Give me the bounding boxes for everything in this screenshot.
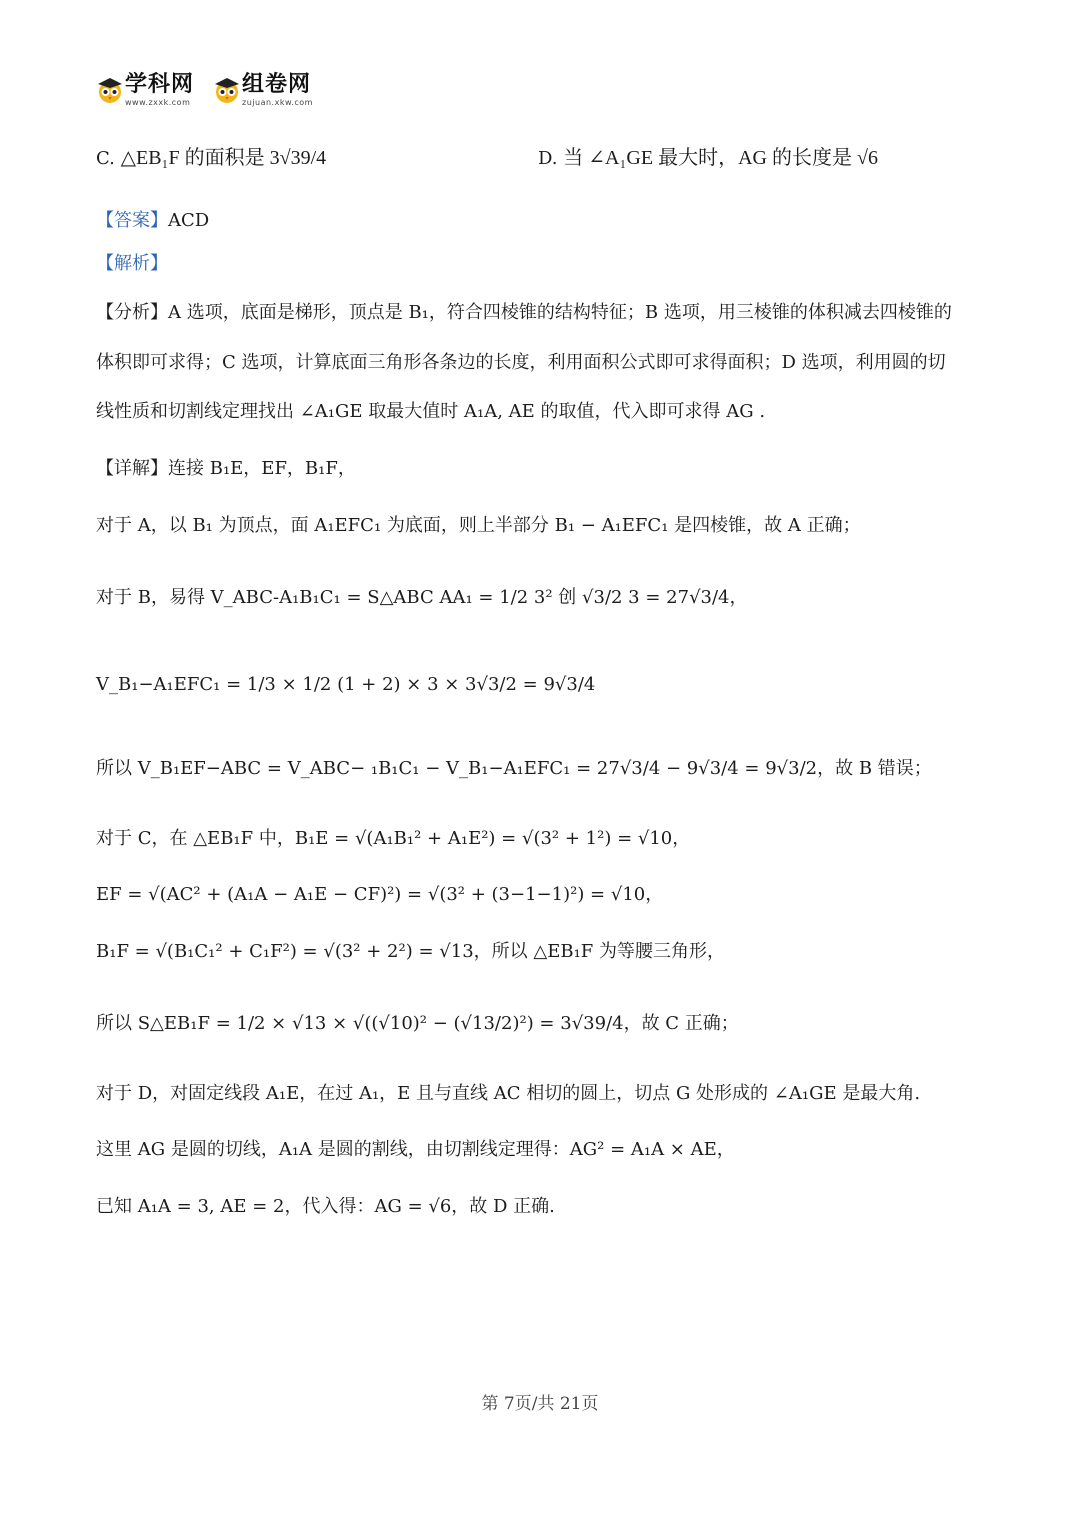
detail-line-7: EF = √(AC² + (A₁A − A₁E − CF)²) = √(3² + (3−1−1)²) = √10， xyxy=(96,884,664,905)
analysis-label: 【解析】 xyxy=(96,253,168,274)
fenxi-line-1: 【分析】A 选项，底面是梯形，顶点是 B₁，符合四棱锥的结构特征；B 选项，用三棱锥的体积减去四棱锥的 xyxy=(96,302,952,323)
zxxk-logo xyxy=(95,71,195,107)
detail-line-10: 对于 D，对固定线段 A₁E，在过 A₁，E 且与直线 AC 相切的圆上，切点 G 处形成的 ∠A₁GE 是最大角. xyxy=(96,1083,921,1104)
option-d xyxy=(538,148,878,168)
detail-line-9: 所以 S△EB₁F = 1/2 × √13 × √((√10)² − (√13/2)²) = 3√39/4，故 C 正确； xyxy=(96,1013,739,1034)
option-c-prefix: C. xyxy=(96,148,115,169)
page-number: 第 7页/共 21页 xyxy=(481,1394,599,1414)
logo1-url: www.zxxk.com xyxy=(125,97,191,107)
detail-line-5: 所以 V_B₁EF−ABC = V_ABC− ₁B₁C₁ − V_B₁−A₁EFC₁ = 27√3/4 − 9√3/4 = 9√3/2，故 B 错误； xyxy=(96,758,932,779)
option-c xyxy=(96,148,326,168)
answer-value: ACD xyxy=(168,210,210,231)
detail-line-8: B₁F = √(B₁C₁² + C₁F²) = √(3² + 2²) = √13，所以 △EB₁F 为等腰三角形， xyxy=(96,941,725,962)
detail-line-2: 对于 A，以 B₁ 为顶点，面 A₁EFC₁ 为底面，则上半部分 B₁ − A₁EFC₁ 是四棱锥，故 A 正确； xyxy=(96,515,861,536)
header-logos xyxy=(95,70,331,110)
fenxi-line-2: 体积即可求得；C 选项，计算底面三角形各条边的长度，利用面积公式即可求得面积；D 选项，利用圆的切 xyxy=(96,352,946,373)
detail-line-3: 对于 B，易得 V_ABC-A₁B₁C₁ = S△ABC AA₁ = 1/2 3² 创 √3/2 3 = 27√3/4， xyxy=(96,587,748,608)
option-c-text: △EB₁F 的面积是 3√39/4 xyxy=(120,147,327,169)
zujuan-logo xyxy=(212,71,313,107)
option-d-prefix: D. xyxy=(538,148,558,169)
logo2-url: zujuan.xkw.com xyxy=(242,97,313,107)
detail-line-12: 已知 A₁A = 3, AE = 2，代入得：AG = √6，故 D 正确. xyxy=(96,1196,555,1217)
answer-label: 【答案】 xyxy=(96,210,168,231)
owl-icon xyxy=(212,75,242,105)
answer-line xyxy=(96,212,209,230)
logo1-title: 学科网 xyxy=(125,71,195,97)
detail-line-1: 【详解】连接 B₁E，EF，B₁F， xyxy=(96,458,356,479)
detail-line-4: V_B₁−A₁EFC₁ = 1/3 × 1/2 (1 + 2) × 3 × 3√3/2 = 9√3/4 xyxy=(96,674,596,695)
option-d-text: 当 ∠A₁GE 最大时，AG 的长度是 √6 xyxy=(563,147,878,169)
fenxi-line-3: 线性质和切割线定理找出 ∠A₁GE 取最大值时 A₁A, AE 的取值，代入即可求得 AG . xyxy=(96,401,766,422)
logo2-title: 组卷网 xyxy=(242,71,312,97)
owl-icon xyxy=(95,75,125,105)
detail-line-11: 这里 AG 是圆的切线，A₁A 是圆的割线，由切割线定理得：AG² = A₁A × AE， xyxy=(96,1139,735,1160)
detail-line-6: 对于 C，在 △EB₁F 中，B₁E = √(A₁B₁² + A₁E²) = √(3² + 1²) = √10， xyxy=(96,828,691,849)
